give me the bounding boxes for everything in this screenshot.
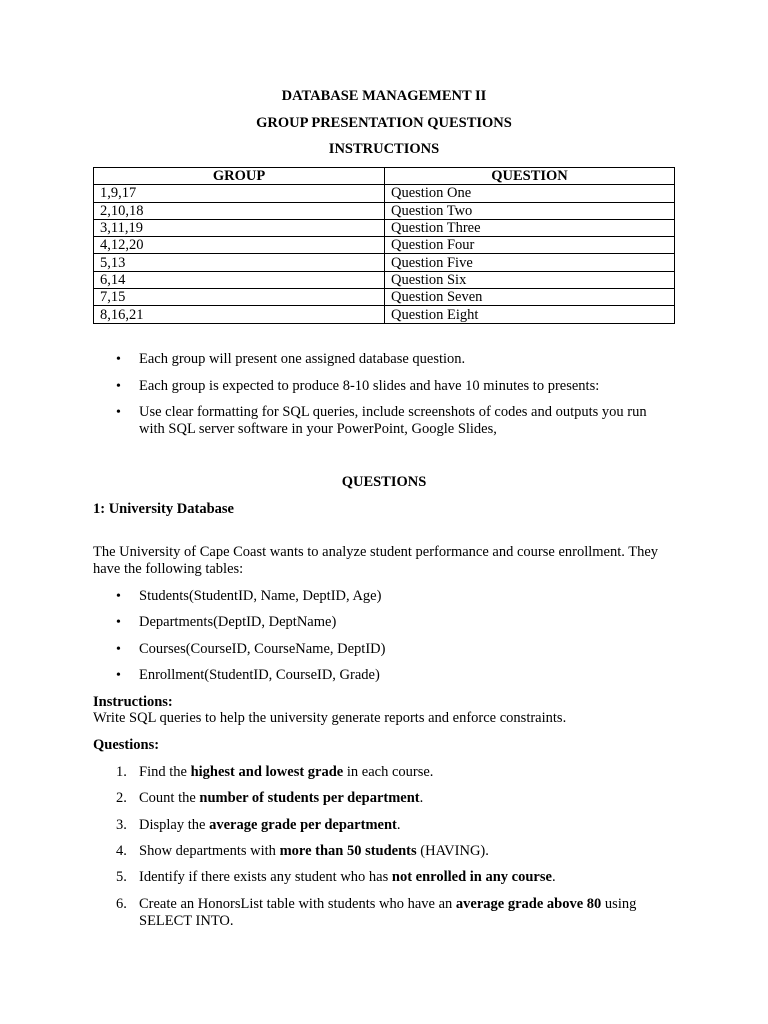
question-item (139, 764, 679, 781)
question-emphasis: not enrolled in any course (391, 869, 552, 885)
table-row (94, 219, 675, 236)
bullet-icon: • (116, 405, 121, 420)
group-cell: 4,12,20 (94, 237, 385, 254)
table-row (94, 237, 675, 254)
instruction-bullet: Each group will present one assigned database question. (139, 351, 466, 367)
question-item (139, 869, 679, 886)
document-subtitle: GROUP PRESENTATION QUESTIONS (256, 115, 512, 131)
question-cell: Question Six (385, 271, 675, 288)
question-text: in each course. (343, 764, 434, 780)
section-title: 1: University Database (93, 501, 234, 517)
bullet-icon: • (116, 589, 121, 604)
question-number: 3. (116, 817, 127, 833)
bullet-icon: • (116, 352, 121, 367)
group-question-table (93, 167, 675, 324)
table-row (94, 185, 675, 202)
question-text: Count the (139, 790, 200, 806)
group-cell: 7,15 (94, 289, 385, 306)
bullet-icon: • (116, 615, 121, 630)
table-row (94, 306, 675, 323)
question-item (139, 817, 679, 834)
question-text: using SELECT INTO. (139, 896, 637, 929)
question-cell: Question Seven (385, 289, 675, 306)
question-item (139, 843, 679, 860)
questions-heading: QUESTIONS (341, 474, 427, 490)
question-cell: Question Two (385, 202, 675, 219)
table-header-cell: GROUP (94, 168, 385, 185)
question-cell: Question Four (385, 237, 675, 254)
question-text: Create an HonorsList table with students who have an (139, 896, 456, 912)
document-title: DATABASE MANAGEMENT II (281, 88, 487, 104)
question-number: 5. (116, 869, 127, 885)
bullet-icon: • (116, 668, 121, 683)
group-cell: 8,16,21 (94, 306, 385, 323)
question-text: . (396, 817, 401, 833)
table-row (94, 254, 675, 271)
table-header-row (94, 168, 675, 185)
question-emphasis: number of students per department (199, 790, 420, 806)
question-emphasis: highest and lowest grade (190, 764, 344, 780)
instruction-bullet: Each group is expected to produce 8-10 slides and have 10 minutes to presents: (139, 378, 600, 394)
question-emphasis: more than 50 students (279, 843, 417, 859)
table-row (94, 202, 675, 219)
table-row (94, 289, 675, 306)
questions-label: Questions: (93, 737, 160, 753)
question-item (139, 896, 673, 930)
instructions-text: Write SQL queries to help the university generate reports and enforce constraints. (93, 710, 567, 726)
table-definition: Enrollment(StudentID, CourseID, Grade) (139, 667, 380, 683)
instruction-bullet: Use clear formatting for SQL queries, include screenshots of codes and outputs you run with SQL server software in your PowerPoint, Google Slides, (139, 404, 647, 437)
question-number: 6. (116, 896, 127, 912)
question-text: . (419, 790, 424, 806)
question-text: Find the (139, 764, 191, 780)
table-definition: Courses(CourseID, CourseName, DeptID) (139, 641, 386, 657)
question-emphasis: average grade per department (209, 817, 397, 833)
bullet-icon: • (116, 642, 121, 657)
question-cell: Question Eight (385, 306, 675, 323)
table-definition: Departments(DeptID, DeptName) (139, 614, 337, 630)
question-text: Identify if there exists any student who has (139, 869, 392, 885)
group-cell: 3,11,19 (94, 219, 385, 236)
question-cell: Question One (385, 185, 675, 202)
question-text: . (551, 869, 556, 885)
group-cell: 5,13 (94, 254, 385, 271)
instructions-heading: INSTRUCTIONS (328, 141, 440, 157)
question-number: 2. (116, 790, 127, 806)
table-header-cell: QUESTION (385, 168, 675, 185)
question-text: Show departments with (139, 843, 280, 859)
question-text: Display the (139, 817, 210, 833)
instructions-label: Instructions: (93, 694, 173, 710)
bullet-icon: • (116, 379, 121, 394)
question-cell: Question Three (385, 219, 675, 236)
question-cell: Question Five (385, 254, 675, 271)
question-item (139, 790, 679, 807)
table-row (94, 271, 675, 288)
group-cell: 6,14 (94, 271, 385, 288)
group-cell: 2,10,18 (94, 202, 385, 219)
section-intro: The University of Cape Coast wants to analyze student performance and course enrollment. They have the following tables: (93, 544, 659, 577)
question-text: (HAVING). (416, 843, 489, 859)
question-number: 1. (116, 764, 127, 780)
table-definition: Students(StudentID, Name, DeptID, Age) (139, 588, 382, 604)
group-cell: 1,9,17 (94, 185, 385, 202)
question-emphasis: average grade above 80 (455, 896, 602, 912)
question-number: 4. (116, 843, 127, 859)
